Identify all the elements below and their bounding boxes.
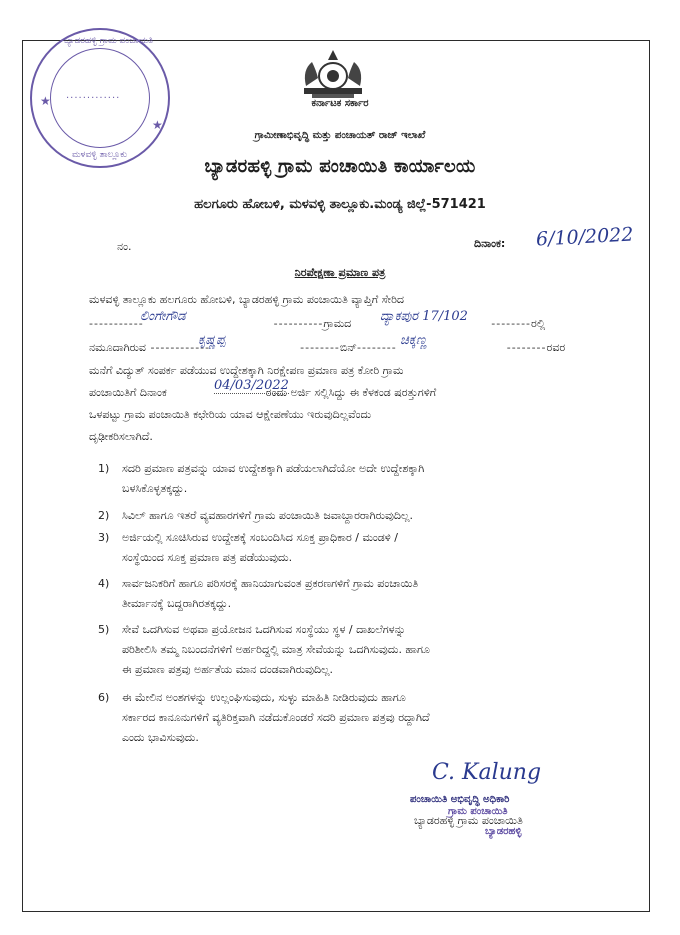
village-word: ಗ್ರಾಮದ <box>323 317 352 330</box>
handwritten-application-date: 04/03/2022 <box>214 378 289 393</box>
condition-text: ಎಂದು ಭಾವಿಸುವುದು. <box>122 731 199 744</box>
certificate-subject: ನಿರಪೇಕ್ಷಣಾ ಪ್ರಮಾಣ ಪತ್ರ <box>294 266 386 279</box>
condition-number: 3) <box>98 531 110 544</box>
body-line-5a: ಪಂಚಾಯಿತಿಗೆ ದಿನಾಂಕ <box>89 386 167 399</box>
body-line-1: ಮಳವಳ್ಳಿ ತಾಲ್ಲೂಕು ಹಲಗೂರು ಹೋಬಳಿ, ಬ್ಯಾಡರಹಳ್ಳಿ ಗ್ರಾಮ ಪಂಚಾಯಿತಿ ವ್ಯಾಪ್ತಿಗೆ ಸೇರಿದ <box>89 293 404 306</box>
condition-text: ಸರ್ಕಾರದ ಕಾನೂನುಗಳಿಗೆ ವ್ಯತಿರಿಕ್ತವಾಗಿ ನಡೆದುಕೊಂಡರೆ ಸದರಿ ಪ್ರಮಾಣ ಪತ್ರವು ರದ್ದಾಗಿದೆ <box>122 711 430 724</box>
signatory-office: ಬ್ಯಾಡರಹಳ್ಳಿ ಗ್ರಾಮ ಪಂಚಾಯಿತಿ <box>414 814 523 827</box>
condition-number: 2) <box>98 509 110 522</box>
condition-text: ಈ ಮೇಲಿನ ಅಂಶಗಳನ್ನು ಉಲ್ಲಂಘಿಸುವುದು, ಸುಳ್ಳು ಮಾಹಿತಿ ನೀಡಿರುವುದು ಹಾಗೂ <box>122 691 406 704</box>
body-line-7: ದೃಢೀಕರಿಸಲಾಗಿದೆ. <box>89 430 153 443</box>
stamp-star-icon: ★ <box>40 94 51 108</box>
office-address: ಹಲಗೂರು ಹೋಬಳಿ, ಮಳವಳ್ಳಿ ತಾಲ್ಲೂಕು.ಮಂಡ್ಯ ಜಿಲ್ಲೆ-571421 <box>194 197 486 212</box>
state-emblem-icon <box>298 48 368 102</box>
government-label: ಕರ್ನಾಟಕ ಸರ್ಕಾರ <box>311 98 369 109</box>
body-line-5b: ರಂದು ಅರ್ಜಿ ಸಲ್ಲಿಸಿದ್ದು ಈ ಕೆಳಕಂಡ ಷರತ್ತುಗಳಿಗೆ <box>265 386 437 399</box>
condition-text: ಸಂಸ್ಥೆಯಿಂದ ಸೂಕ್ತ ಪ್ರಮಾಣ ಪತ್ರ ಪಡೆಯುವುದು. <box>122 551 293 564</box>
date-label: ದಿನಾಂಕ: <box>474 237 506 250</box>
office-title: ಬ್ಯಾಡರಹಳ್ಳಿ ಗ್ರಾಮ ಪಂಚಾಯಿತಿ ಕಾರ್ಯಾಲಯ <box>204 156 476 177</box>
signatory-title: ಪಂಚಾಯಿತಿ ಅಭಿವೃದ್ಧಿ ಅಧಿಕಾರಿ <box>410 794 510 805</box>
signature-cursive: C. Kalung <box>432 760 542 785</box>
in-word: ರಲ್ಲಿ <box>531 317 546 330</box>
condition-4 <box>98 574 618 614</box>
avar-word: ರವರ <box>546 341 566 354</box>
condition-text: ಸಾರ್ವಜನಿಕರಿಗೆ ಹಾಗೂ ಪರಿಸರಕ್ಕೆ ಹಾನಿಯಾಗುವಂತ ಪ್ರಕರಣಗಳಿಗೆ ಗ್ರಾಮ ಪಂಚಾಯಿತಿ <box>122 577 419 590</box>
condition-text: ಸದರಿ ಪ್ರಮಾಣ ಪತ್ರವನ್ನು ಯಾವ ಉದ್ದೇಶಕ್ಕಾಗಿ ಪಡೆಯಲಾಗಿದೆಯೋ ಅದೇ ಉದ್ದೇಶಕ್ಕಾಗಿ <box>122 462 425 475</box>
stamp-top-text: ಬ್ಯಾಡರಹಳ್ಳಿ ಗ್ರಾಮ ಪಂಚಾಯತಿ <box>64 36 153 46</box>
resident-label: ನಮೂದಾಗಿರುವ <box>89 341 146 354</box>
stamp-star-icon: ★ <box>152 118 163 132</box>
body-line-4: ಮನೆಗೆ ವಿದ್ಯುತ್ ಸಂಪರ್ಕ ಪಡೆಯುವ ಉದ್ದೇಶಕ್ಕಾಗಿ ನಿರಕ್ಷೇಪಣ ಪ್ರಮಾಣ ಪತ್ರ ಕೋರಿ ಗ್ರಾಮ <box>89 364 404 377</box>
condition-number: 4) <box>98 577 110 590</box>
handwritten-father: ಚಿಕ್ಕಣ್ಣ <box>400 333 427 348</box>
stamp-blank-line: ............. <box>66 90 121 101</box>
condition-5 <box>98 620 618 680</box>
handwritten-resident: ಕೃಷ್ಣಪ್ಪ <box>198 333 226 348</box>
condition-2 <box>98 506 618 526</box>
office-stamp <box>30 28 170 168</box>
body-line-2: ----------- ----------ಗ್ರಾಮದ --------ರಲ್ಲಿ <box>89 317 546 330</box>
condition-text: ಬಳಸಿಕೊಳ್ಳತಕ್ಕದ್ದು. <box>122 482 188 495</box>
signatory-seal-line-2: ಬ್ಯಾಡರಹಳ್ಳಿ <box>485 826 522 837</box>
bin-word: ಬಿನ್ <box>339 341 357 354</box>
condition-3 <box>98 528 618 568</box>
stamp-bottom-text: ಮಳವಳ್ಳಿ ತಾಲ್ಲೂಕು <box>72 150 128 160</box>
body-line-5 <box>89 386 609 400</box>
reference-number-label: ನಂ. <box>117 240 132 253</box>
condition-text: ಅರ್ಜಿಯಲ್ಲಿ ಸೂಚಿಸಿರುವ ಉದ್ದೇಶಕ್ಕೆ ಸಂಬಂದಿಸಿದ ಸೂಕ್ತ ಪ್ರಾಧಿಕಾರ / ಮಂಡಳಿ / <box>122 531 398 544</box>
department-name: ಗ್ರಾಮೀಣಾಭಿವೃದ್ಧಿ ಮತ್ತು ಪಂಚಾಯತ್ ರಾಜ್ ಇಲಾಖೆ <box>254 130 426 141</box>
body-line-3: ನಮೂದಾಗಿರುವ ------------ --------ಬಿನ್-------- --------ರವರ <box>89 341 566 354</box>
condition-text: ಸಿವಿಲ್ ಹಾಗೂ ಇತರೆ ವ್ಯವಹಾರಗಳಿಗೆ ಗ್ರಾಮ ಪಂಚಾಯಿತಿ ಜವಾಬ್ದಾರರಾಗಿರುವುದಿಲ್ಲ. <box>122 509 413 522</box>
condition-text: ಈ ಪ್ರಮಾಣ ಪತ್ರವು ಅರ್ಹತೆಯ ಮಾನ ದಂಡವಾಗಿರುವುದಿಲ್ಲ. <box>122 663 334 676</box>
condition-6 <box>98 688 618 748</box>
body-line-6: ಒಳಪಟ್ಟು ಗ್ರಾಮ ಪಂಚಾಯಿತಿ ಕಛೇರಿಯ ಯಾವ ಆಕ್ಷೇಪಣೆಯು ಇರುವುದಿಲ್ಲವೆಂದು <box>89 408 372 421</box>
condition-text: ಸೇವೆ ಒದಗಿಸುವ ಅಥವಾ ಪ್ರಯೋಜನ ಒದಗಿಸುವ ಸಂಸ್ಥೆಯು ಸ್ಥಳ / ದಾಖಲೆಗಳನ್ನು <box>122 623 406 636</box>
condition-text: ಪರಿಶೀಲಿಸಿ ತಮ್ಮ ನಿಬಂದನೆಗಳಿಗೆ ಅರ್ಹರಿದ್ದಲ್ಲಿ ಮಾತ್ರ ಸೇವೆಯನ್ನು ಒದಗಿಸುವುದು. ಹಾಗೂ <box>122 643 430 656</box>
condition-number: 5) <box>98 623 110 636</box>
condition-number: 6) <box>98 691 110 704</box>
condition-number: 1) <box>98 462 110 475</box>
signatory-seal-line-1: ಗ್ರಾಮ ಪಂಚಾಯಿತಿ <box>448 806 508 817</box>
condition-text: ತೀರ್ಮಾನಕ್ಕೆ ಬದ್ದರಾಗಿರತಕ್ಕದ್ದು. <box>122 597 232 610</box>
condition-1 <box>98 459 618 499</box>
handwritten-name: ಲಿಂಗೇಗೌಡ <box>140 309 186 324</box>
handwritten-village: ದ್ಯಾಕಪುರ 17/102 <box>380 309 468 324</box>
date-value: 6/10/2022 <box>535 223 634 251</box>
